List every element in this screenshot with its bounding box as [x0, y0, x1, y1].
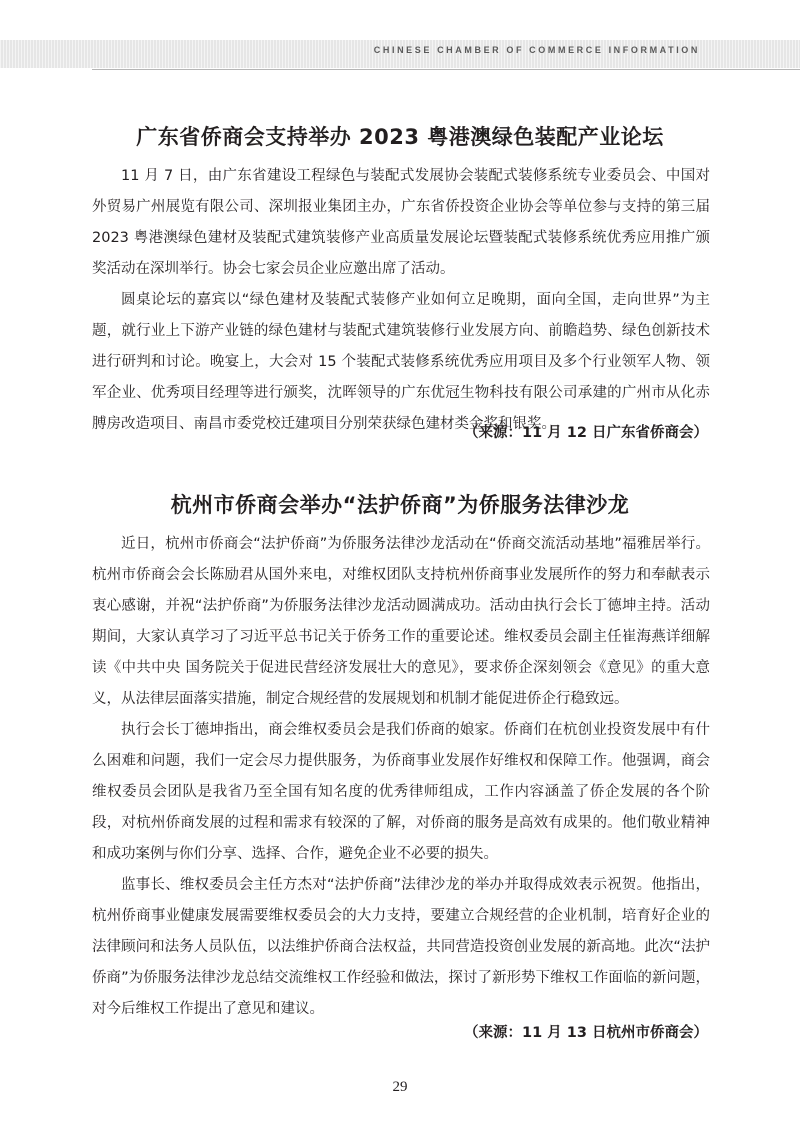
paragraph: 圆桌论坛的嘉宾以“绿色建材及装配式装修产业如何立足晚期，面向全国，走向世界”为主题，就行业上下游产业链的绿色建材与装配式建筑装修行业发展方向、前瞻趋势、绿色创新技术进行研判和讨论。晚宴上，大会对 15 个装配式装修系统优秀应用项目及多个行业领军人物、领军企业、优秀项目经理等进行颁奖，沈晖领导的广东优冠生物科技有限公司承建的广州市从化赤膊房改造项目、南昌市委党校迁建项目分别荣获绿色建材类金奖和银奖。	[92, 292, 710, 432]
article-source: （来源：11 月 13 日杭州市侨商会）	[464, 1025, 708, 1041]
article-title: 广东省侨商会支持举办 2023 粤港澳绿色装配产业论坛	[136, 125, 664, 149]
paragraph: 监事长、维权委员会主任方杰对“法护侨商”法律沙龙的举办并取得成效表示祝贺。他指出，杭州侨商事业健康发展需要维权委员会的大力支持，要建立合规经营的企业机制，培育好企业的法律顾问和法务人员队伍，以法维护侨商合法权益，共同营造投资创业发展的新高地。此次“法护侨商”为侨服务法律沙龙总结交流维权工作经验和做法，探讨了新形势下维权工作面临的新问题，对今后维权工作提出了意见和建议。	[92, 877, 710, 1017]
page-number: 29	[392, 1079, 408, 1095]
header-divider	[92, 69, 800, 70]
article-source: （来源：11 月 12 日广东省侨商会）	[464, 425, 708, 441]
paragraph: 近日，杭州市侨商会“法护侨商”为侨服务法律沙龙活动在“侨商交流活动基地”福雅居举行。杭州市侨商会会长陈励君从国外来电，对维权团队支持杭州侨商事业发展所作的努力和奉献表示衷心感谢，并祝“法护侨商”为侨服务法律沙龙活动圆满成功。活动由执行会长丁德坤主持。活动期间，大家认真学习了习近平总书记关于侨务工作的重要论述。维权委员会副主任崔海燕详细解读《中共中央 国务院关于促进民营经济发展壮大的意见》，要求侨企深刻领会《意见》的重大意义，从法律层面落实措施，制定合规经营的发展规划和机制才能促进侨企行稳致远。	[92, 536, 710, 707]
paragraph: 11 月 7 日，由广东省建设工程绿色与装配式发展协会装配式装修系统专业委员会、中国对外贸易广州展览有限公司、深圳报业集团主办，广东省侨投资企业协会等单位参与支持的第三届 2023 粤港澳绿色建材及装配式建筑装修产业高质量发展论坛暨装配式装修系统优秀应用推广颁奖活动在深圳举行。协会七家会员企业应邀出席了活动。	[92, 168, 710, 277]
publication-header: CHINESE CHAMBER OF COMMERCE INFORMATION	[373, 45, 700, 55]
article-body	[92, 161, 710, 440]
paragraph: 执行会长丁德坤指出，商会维权委员会是我们侨商的娘家。侨商们在杭创业投资发展中有什么困难和问题，我们一定会尽力提供服务，为侨商事业发展作好维权和保障工作。他强调，商会维权委员会团队是我省乃至全国有知名度的优秀律师组成，工作内容涵盖了侨企发展的各个阶段，对杭州侨商发展的过程和需求有较深的了解，对侨商的服务是高效有成果的。他们敬业精神和成功案例与你们分享、选择、合作，避免企业不必要的损失。	[92, 722, 710, 862]
article-body	[92, 529, 710, 1025]
article-title: 杭州市侨商会举办“法护侨商”为侨服务法律沙龙	[170, 493, 630, 517]
